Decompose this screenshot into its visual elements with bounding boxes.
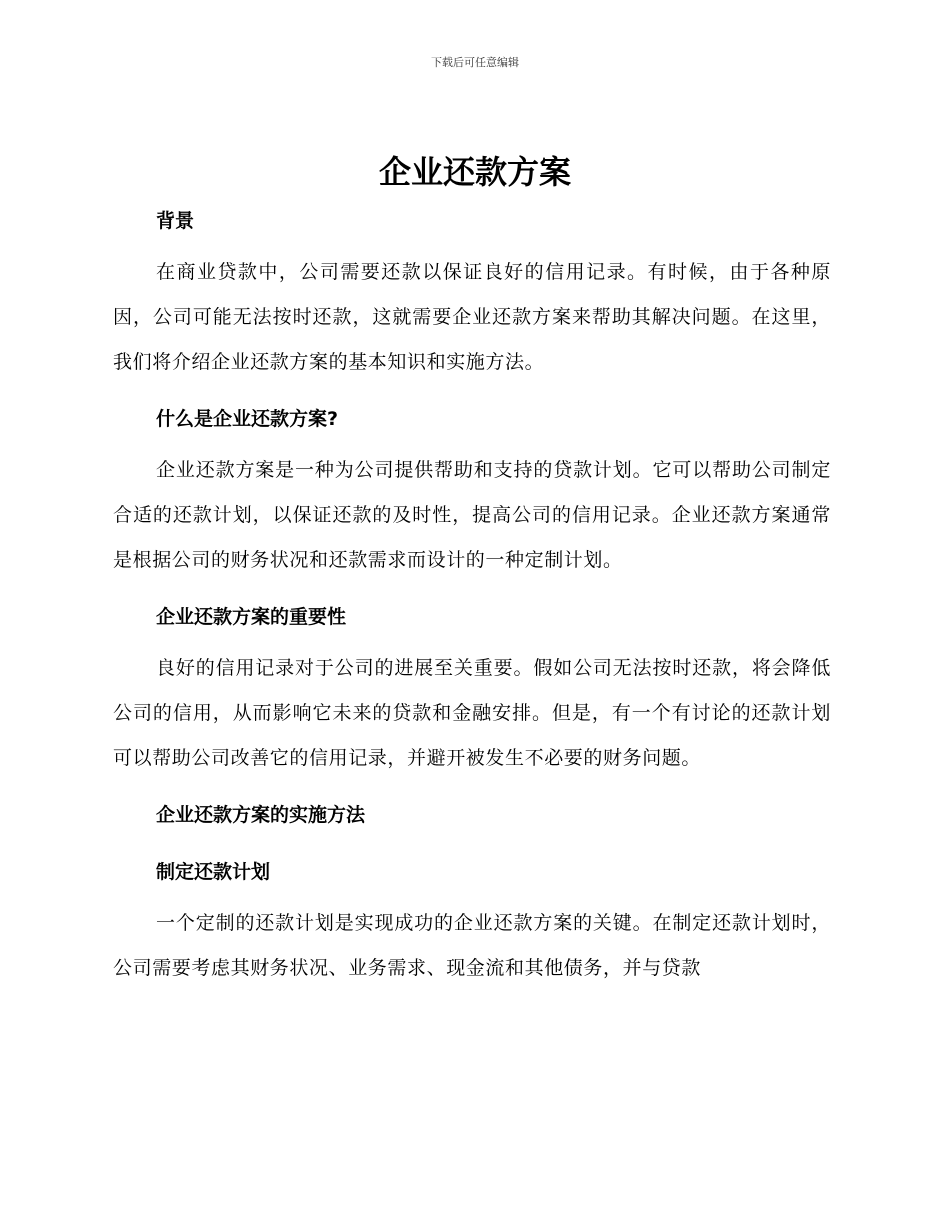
header-note: 下载后可任意编辑	[431, 56, 519, 69]
document-title: 企业还款方案	[378, 153, 571, 191]
document-body	[113, 199, 831, 1003]
section-heading-importance: 企业还款方案的重要性	[156, 606, 347, 628]
section-paragraph-background: 在商业贷款中，公司需要还款以保证良好的信用记录。有时候，由于各种原因，公司可能无法按时还款，这就需要企业还款方案来帮助其解决问题。在这里，我们将介绍企业还款方案的基本知识和实施方法。	[113, 261, 831, 373]
section-heading-background: 背景	[156, 210, 195, 232]
section-heading-what-is: 什么是企业还款方案?	[156, 408, 339, 430]
section-paragraph-what-is: 企业还款方案是一种为公司提供帮助和支持的贷款计划。它可以帮助公司制定合适的还款计划，以保证还款的及时性，提高公司的信用记录。企业还款方案通常是根据公司的财务状况和还款需求而设计的一种定制计划。	[113, 459, 831, 571]
section-paragraph-repayment-plan: 一个定制的还款计划是实现成功的企业还款方案的关键。在制定还款计划时，公司需要考虑其财务状况、业务需求、现金流和其他债务，并与贷款	[113, 912, 831, 979]
section-paragraph-importance: 良好的信用记录对于公司的进展至关重要。假如公司无法按时还款，将会降低公司的信用，从而影响它未来的贷款和金融安排。但是，有一个有讨论的还款计划可以帮助公司改善它的信用记录，并避开被发生不必要的财务问题。	[113, 657, 831, 769]
section-heading-implementation: 企业还款方案的实施方法	[156, 804, 366, 826]
section-heading-repayment-plan: 制定还款计划	[156, 861, 271, 883]
